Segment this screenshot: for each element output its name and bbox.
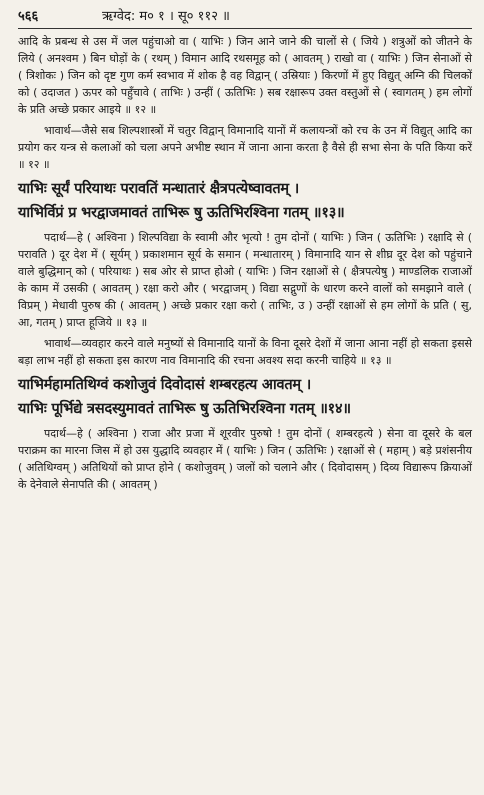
header-rule — [18, 28, 472, 29]
padarth-13: पदार्थ—हे ( अश्विना ) शिल्पविद्या के स्वामी और भृत्यो ! तुम दोनों ( याभिः ) जिन ( ऊतिभिः ) रक्षादि से ( परावति ) दूर देश में ( सूर्यम् ) प्रकाशमान सूर्य के समान ( मन्धातारम् ) विमानादि यान से शीघ्र दूर देश को पहुंचाने वाले बुद्धिमान् को ( परियाथः ) सब ओर से प्राप्त होओ ( याभिः ) जिन रक्षाओं से ( क्षैत्रपत्येषु ) माण्डलिक राजाओं के काम में उसकी ( आवतम् ) रक्षा करो और ( भरद्वाजम् ) विद्या सद्गुणों के धारण करने वालों को समझाने वाले ( विप्रम् ) मेधावी पुरुष की ( आवतम् ) अच्छे प्रकार रक्षा करो ( ताभिः, उ ) उन्हीं रक्षाओं से हम लोगों के प्रति ( सु, आ, गतम् ) प्राप्त हूजिये ॥ १३ ॥ — [18, 231, 472, 329]
bhavarth-13: भावार्थ—व्यवहार करने वाले मनुष्यों से विमानादि यानों के विना दूसरे देशों में जाना आना नहीं हो सकता इससे बड़ा लाभ नहीं हो सकता इस कारण नाव विमानादि की रचना अवश्य सदा करनी चाहिये ॥ १३ ॥ — [18, 337, 472, 367]
mantra-13-line-1: याभिः सूर्यं परियाथः परावतिं मन्धातारं क्षैत्रपत्येष्वावतम् । — [18, 180, 300, 197]
bhavarth-continuation: आदि के प्रबन्ध से उस में जल पहुंचाओ वा ( याभिः ) जिन आने जाने की चालों से ( जिये ) शत्रुओं को जीतने के लिये ( अनश्वम ) बिन घोड़ों के ( रथम् ) विमान आदि रथसमूह को ( आवतम् ) राखो वा ( याभिः ) जिन सेनाओं से ( त्रिशोकः ) जिन को दृष्ट गुण कर्म स्वभाव में शोक है वह विद्वान् ( उस्रियाः ) किरणों में हुए विद्युत् अग्नि की चिलकों को ( उदाजत ) ऊपर को पहुँचावे ( ताभिः ) उन्हीं ( ऊतिभिः ) सब रक्षारूप उक्त वस्तुओं से ( स्वागतम् ) हम लोगों के प्रति अच्छे प्रकार आइये ॥ १२ ॥ — [18, 35, 472, 116]
mantra-13-line-2: याभिर्विप्रं प्र भरद्वाजमावतं ताभिरू षु ऊतिभिरश्विना गतम् ॥१३॥ — [18, 204, 345, 221]
page-header — [18, 6, 472, 28]
padarth-14: पदार्थ—हे ( अश्विना ) राजा और प्रजा में शूरवीर पुरुषो ! तुम दोनों ( शम्बरहत्ये ) सेना वा दूसरे के बल पराक्रम का मारना जिस में हो उस युद्धादि व्यवहार में ( याभिः ) जिन ( ऊतिभिः ) रक्षाओं से ( महाम् ) बड़े प्रशंसनीय ( अतिथिग्वम् ) अतिथियों को प्राप्त होने ( कशोजुवम् ) जलों को चलाने और ( दिवोदासम् ) दिव्य विद्यारूप क्रियाओं के देनेवाले सेनापति की ( आवतम् ) — [18, 427, 472, 491]
mantra-14-line-2: याभिः पूर्भिद्ये त्रसदस्युमावतं ताभिरू षु ऊतिभिरश्विना गतम् ॥१४॥ — [18, 400, 351, 417]
running-title: ऋग्वेद: म० १ । सू० ११२ ॥ — [102, 9, 230, 24]
page-number: ५६६ — [18, 9, 39, 24]
mantra-14-line-1: याभिर्महामतिथिग्वं कशोजुवं दिवोदासं शम्बरहत्य आवतम् । — [18, 376, 312, 393]
bhavarth-12: भावार्थ—जैसे सब शिल्पशास्त्रों में चतुर विद्वान् विमानादि यानों में कलायन्त्रों को रच के उन में विद्युत् आदि का प्रयोग कर यन्त्र से कलाओं को चला अपने अभीष्ट स्थान में जाना आना करता है वैसे ही सभा सेना के पति किया करें ॥ १२ ॥ — [18, 124, 472, 171]
